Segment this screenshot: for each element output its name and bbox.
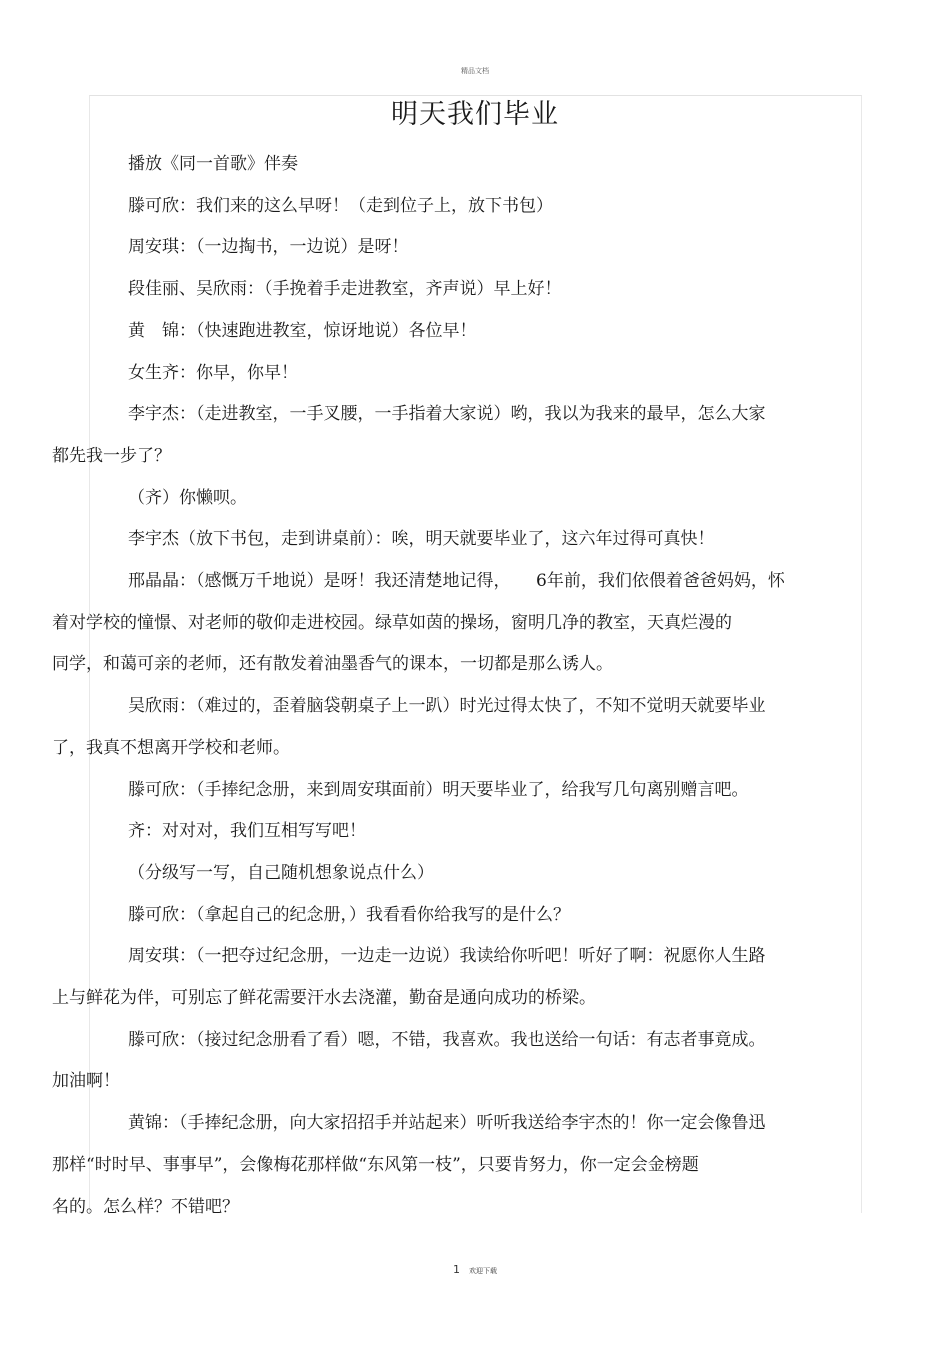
paragraph-line: （分级写一写，自己随机想象说点什么） bbox=[128, 862, 434, 883]
paragraph-line: 名的。怎么样？不错吧？ bbox=[52, 1196, 239, 1217]
paragraph-line: 段佳丽、吴欣雨：（手挽着手走进教室，齐声说）早上好！ bbox=[128, 279, 562, 300]
paragraph-line: 黄锦：（手捧纪念册，向大家招招手并站起来）听听我送给李宇杰的！你一定会像鲁迅 bbox=[128, 1113, 766, 1134]
paragraph bbox=[90, 269, 812, 311]
paragraph-line: 齐：对对对，我们互相写写吧！ bbox=[128, 821, 366, 842]
paragraph bbox=[90, 895, 812, 937]
document-title: 明天我们毕业 bbox=[391, 99, 559, 130]
paragraph bbox=[52, 561, 812, 686]
paragraph-line: 吴欣雨：（难过的，歪着脑袋朝桌子上一趴）时光过得太快了，不知不觉明天就要毕业 bbox=[128, 696, 766, 717]
paragraph-line: 同学，和蔼可亲的老师，还有散发着油墨香气的课本，一切都是那么诱人。 bbox=[52, 654, 613, 675]
paragraph-line: 黄 锦：（快速跑进教室，惊讶地说）各位早！ bbox=[128, 320, 477, 341]
paragraph-line: 周安琪：（一边掏书，一边说）是呀！ bbox=[128, 237, 409, 258]
paragraph-line: （齐）你懒呗。 bbox=[128, 487, 247, 508]
paragraph-line: 邢晶晶：（感慨万千地说）是呀！我还清楚地记得， 6年前，我们依偎着爸爸妈妈，怀 bbox=[128, 571, 785, 592]
paragraph-line: 滕可欣：（接过纪念册看了看）嗯，不错，我喜欢。我也送给一句话：有志者事竟成。 bbox=[128, 1029, 766, 1050]
paragraph-line: 周安琪：（一把夺过纪念册，一边走一边说）我读给你听吧！听好了啊：祝愿你人生路 bbox=[128, 946, 766, 967]
paragraph-line: 李宇杰：（走进教室，一手叉腰，一手指着大家说）哟，我以为我来的最早，怎么大家 bbox=[128, 404, 766, 425]
paragraph bbox=[90, 227, 812, 269]
paragraph bbox=[90, 478, 812, 520]
page-number: 1 bbox=[452, 1263, 460, 1276]
paragraph-line: 着对学校的憧憬、对老师的敬仰走进校园。绿草如茵的操场，窗明几净的教室，天真烂漫的 bbox=[52, 612, 732, 633]
paragraph-line: 女生齐：你早，你早！ bbox=[128, 362, 298, 383]
paragraph bbox=[90, 853, 812, 895]
paragraph bbox=[90, 186, 812, 228]
paragraph-line: 滕可欣：（拿起自己的纪念册，）我看看你给我写的是什么？ bbox=[128, 904, 570, 925]
paragraph-line: 加油啊！ bbox=[52, 1071, 120, 1092]
paragraph-line: 了，我真不想离开学校和老师。 bbox=[52, 737, 290, 758]
document-body bbox=[52, 144, 812, 1228]
paragraph-line: 滕可欣：（手捧纪念册，来到周安琪面前）明天要毕业了，给我写几句离别赠言吧。 bbox=[128, 779, 749, 800]
paragraph-line: 那样“时时早、事事早”，会像梅花那样做“东风第一枝”，只要肯努力，你一定会金榜题 bbox=[52, 1154, 699, 1175]
paragraph-line: 都先我一步了？ bbox=[52, 445, 171, 466]
paragraph bbox=[52, 1103, 812, 1228]
page-header-label: 精品文档 bbox=[461, 67, 489, 75]
paragraph bbox=[52, 936, 812, 1019]
paragraph bbox=[90, 144, 812, 186]
page-footer bbox=[0, 1258, 950, 1277]
paragraph bbox=[52, 394, 812, 477]
paragraph bbox=[52, 686, 812, 769]
paragraph-line: 播放《同一首歌》伴奏 bbox=[128, 154, 298, 174]
paragraph-line: 上与鲜花为伴，可别忘了鲜花需要汗水去浇灌，勤奋是通向成功的桥梁。 bbox=[52, 988, 596, 1009]
paragraph-line: 李宇杰（放下书包，走到讲桌前）：唉，明天就要毕业了，这六年过得可真快！ bbox=[128, 529, 715, 550]
paragraph bbox=[52, 1020, 812, 1103]
paragraph bbox=[90, 770, 812, 812]
paragraph bbox=[90, 311, 812, 353]
paragraph bbox=[90, 811, 812, 853]
footer-text: 欢迎下载 bbox=[469, 1267, 498, 1275]
paragraph bbox=[90, 519, 812, 561]
paragraph bbox=[90, 353, 812, 395]
paragraph-line: 滕可欣：我们来的这么早呀！（走到位子上，放下书包） bbox=[128, 195, 553, 216]
